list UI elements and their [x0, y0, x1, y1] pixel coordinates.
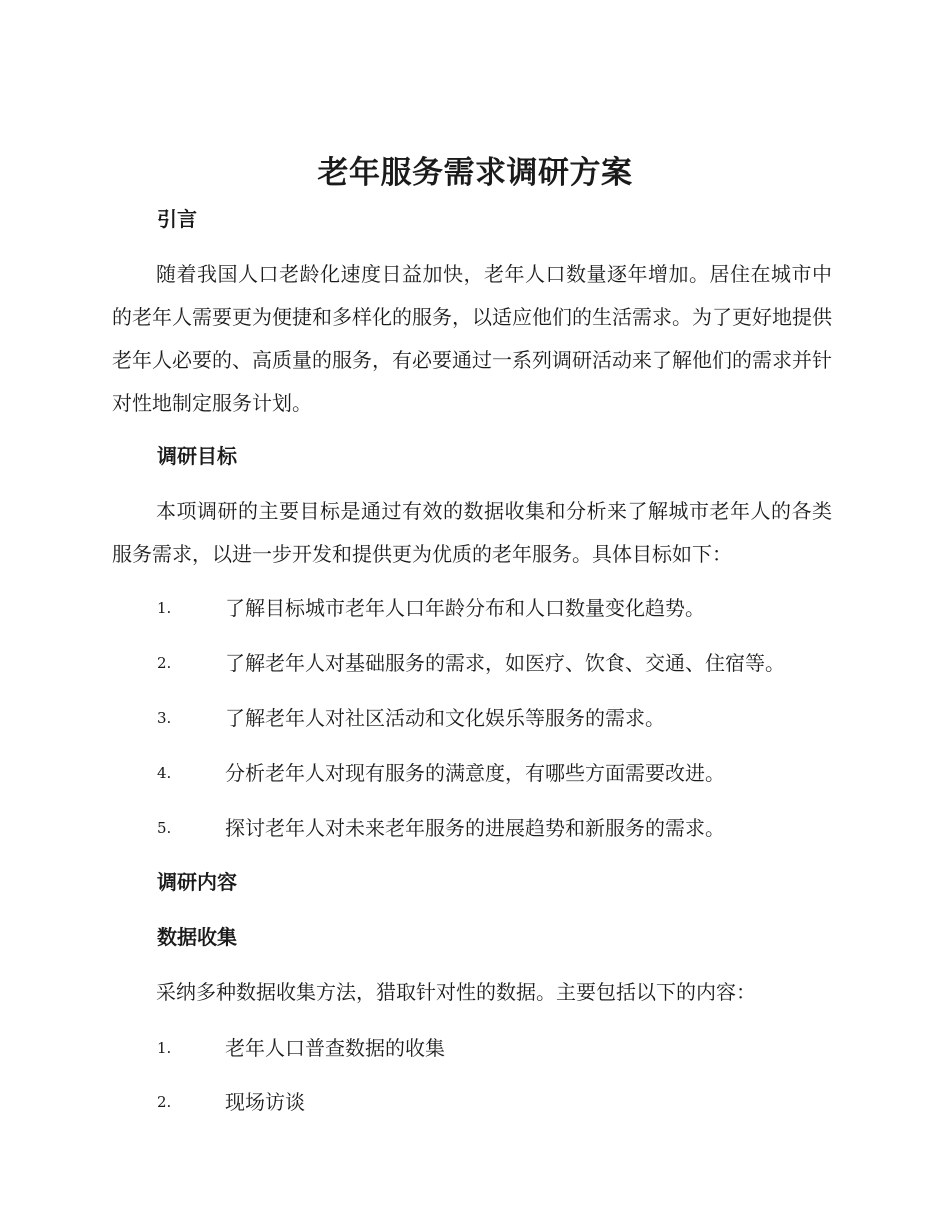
- goals-list-item: [157, 648, 847, 678]
- list-item-text: 了解老年人对社区活动和文化娱乐等服务的需求。: [225, 706, 665, 730]
- list-number: 4.: [157, 764, 172, 782]
- data-collection-list-item: [157, 1087, 847, 1117]
- list-item-text: 了解目标城市老年人口年龄分布和人口数量变化趋势。: [225, 596, 705, 620]
- document-title: 老年服务需求调研方案: [317, 155, 633, 191]
- list-item-text: 了解老年人对基础服务的需求，如医疗、饮食、交通、住宿等。: [225, 651, 785, 675]
- list-item-text: 现场访谈: [225, 1090, 305, 1114]
- list-item-text: 分析老年人对现有服务的满意度，有哪些方面需要改进。: [225, 761, 725, 785]
- section-heading-goals: 调研目标: [157, 444, 237, 468]
- section-heading-intro: 引言: [157, 207, 197, 231]
- section-heading-content: 调研内容: [157, 870, 237, 894]
- list-number: 3.: [157, 709, 172, 727]
- goals-list-item: [157, 758, 847, 788]
- goals-list-item: [157, 593, 847, 623]
- data-collection-paragraph: 采纳多种数据收集方法，猎取针对性的数据。主要包括以下的内容：: [156, 980, 756, 1004]
- list-number: 2.: [157, 1093, 172, 1111]
- list-item-text: 探讨老年人对未来老年服务的进展趋势和新服务的需求。: [225, 816, 725, 840]
- list-number: 1.: [157, 1039, 172, 1057]
- list-number: 1.: [157, 599, 172, 617]
- list-item-text: 老年人口普查数据的收集: [225, 1036, 445, 1060]
- intro-paragraph: 随着我国人口老龄化速度日益加快，老年人口数量逐年增加。居住在城市中的老年人需要更为便捷和多样化的服务，以适应他们的生活需求。为了更好地提供老年人必要的、高质量的服务，有必要通过一系列调研活动来了解他们的需求并针对性地制定服务计划。: [112, 262, 832, 415]
- list-number: 2.: [157, 654, 172, 672]
- goals-list-item: [157, 813, 847, 843]
- section-heading-data-collection: 数据收集: [157, 925, 237, 949]
- goals-paragraph: 本项调研的主要目标是通过有效的数据收集和分析来了解城市老年人的各类服务需求，以进一步开发和提供更为优质的老年服务。具体目标如下：: [112, 499, 832, 566]
- data-collection-list-item: [157, 1033, 847, 1063]
- goals-list-item: [157, 703, 847, 733]
- list-number: 5.: [157, 819, 172, 837]
